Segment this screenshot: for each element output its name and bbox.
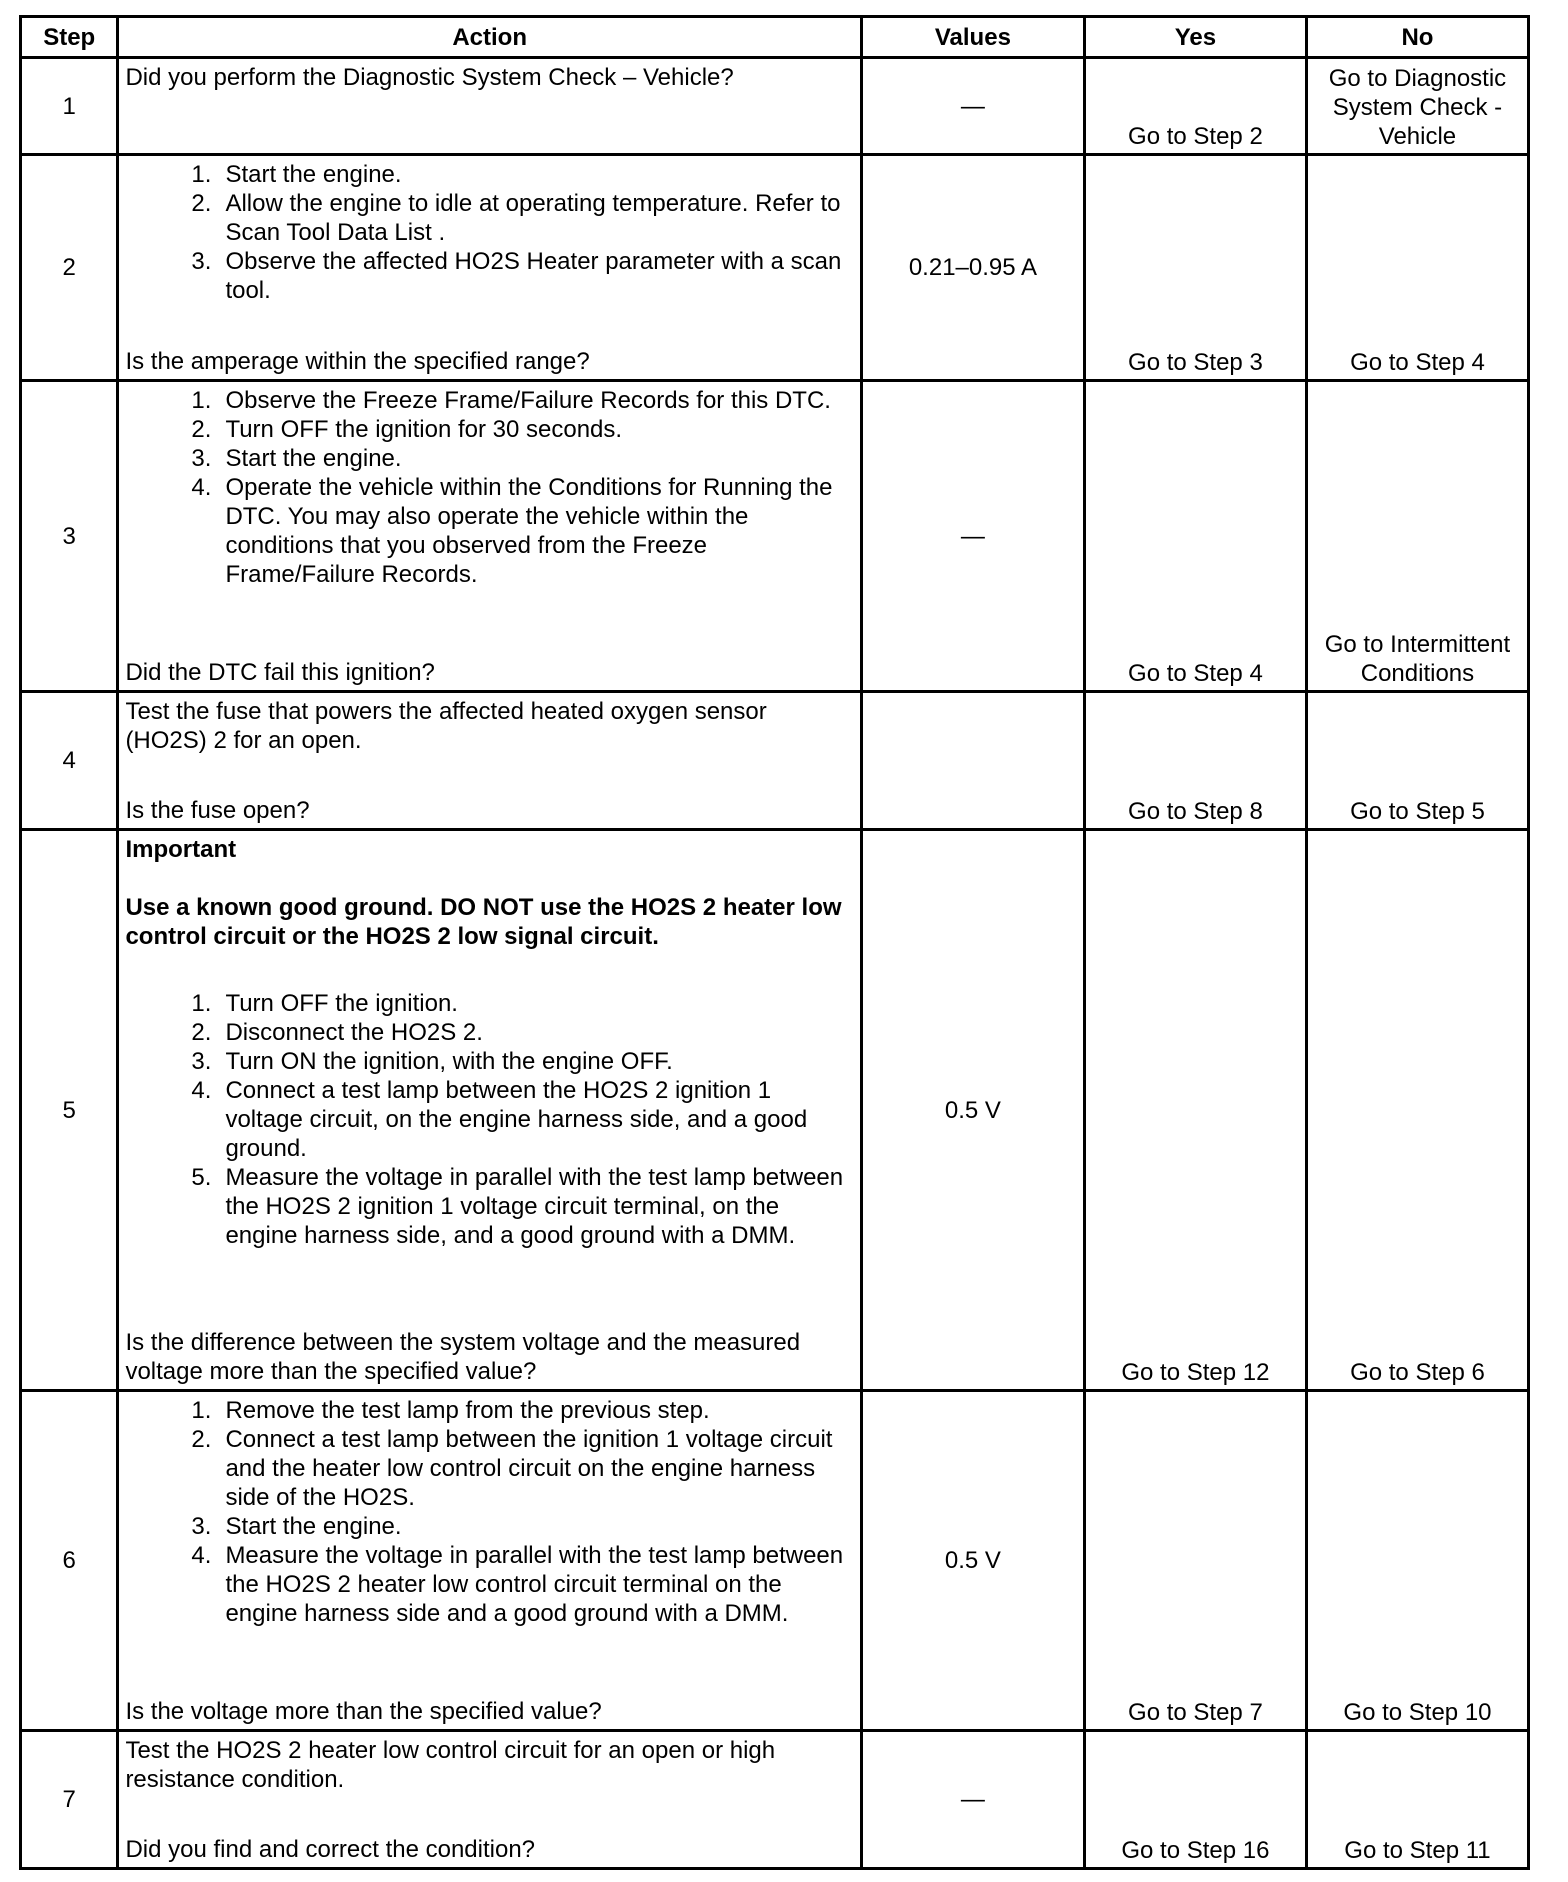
header-yes: Yes (1084, 17, 1306, 58)
list-item: 3. Start the engine. (191, 445, 402, 472)
step-number: 6 (21, 1391, 118, 1731)
question-text: Is the voltage more than the specified value? (125, 1698, 602, 1725)
yes-cell: Go to Step 7 (1084, 1391, 1306, 1731)
value-cell: 0.21–0.95 A (861, 155, 1084, 381)
step-number: 7 (21, 1731, 118, 1869)
list-item: 1. Remove the test lamp from the previous step. (191, 1397, 710, 1424)
yes-cell: Go to Step 4 (1084, 381, 1306, 692)
table-row (21, 692, 1529, 830)
question-text: Did the DTC fail this ignition? (125, 659, 435, 686)
no-cell: Go to Diagnostic System Check - Vehicle (1306, 58, 1528, 155)
no-cell: Go to Step 6 (1306, 830, 1528, 1391)
list-item: 4. Measure the voltage in parallel with the test lamp between the HO2S 2 heater low control circuit terminal on the engine harness side and a good ground with a DMM. (191, 1542, 844, 1627)
list-item: 2. Disconnect the HO2S 2. (191, 1019, 483, 1046)
header-step: Step (21, 17, 118, 58)
table-row (21, 155, 1529, 381)
value-cell: — (861, 381, 1084, 692)
list-item: 3. Turn ON the ignition, with the engine OFF. (191, 1048, 673, 1075)
question-text: Is the amperage within the specified range? (125, 348, 590, 375)
important-body: Use a known good ground. DO NOT use the HO2S 2 heater low control circuit or the HO2S 2 low signal circuit. (125, 894, 842, 950)
no-cell: Go to Step 11 (1306, 1731, 1528, 1869)
yes-cell: Go to Step 12 (1084, 830, 1306, 1391)
value-cell: — (861, 1731, 1084, 1869)
header-row (21, 17, 1529, 58)
procedure-list (125, 989, 849, 1250)
header-values: Values (861, 17, 1084, 58)
action-text: Did you perform the Diagnostic System Check – Vehicle? (125, 64, 734, 91)
list-item: 1. Observe the Freeze Frame/Failure Records for this DTC. (191, 387, 831, 414)
list-item: 1. Start the engine. (191, 161, 402, 188)
list-item: 4. Connect a test lamp between the HO2S 2 ignition 1 voltage circuit, on the engine harness side, and a good ground. (191, 1077, 808, 1162)
value-cell (861, 692, 1084, 830)
yes-cell: Go to Step 16 (1084, 1731, 1306, 1869)
list-item: 2. Turn OFF the ignition for 30 seconds. (191, 416, 623, 443)
action-text: Test the fuse that powers the affected heated oxygen sensor (HO2S) 2 for an open. (125, 698, 767, 754)
action-cell (118, 58, 861, 155)
step-number: 2 (21, 155, 118, 381)
action-cell (118, 692, 861, 830)
table-row (21, 1731, 1529, 1869)
step-number: 4 (21, 692, 118, 830)
list-item: 5. Measure the voltage in parallel with the test lamp between the HO2S 2 ignition 1 voltage circuit terminal, on the engine harness side, and a good ground with a DMM. (191, 1164, 844, 1249)
table-row (21, 381, 1529, 692)
step-number: 1 (21, 58, 118, 155)
action-cell (118, 155, 861, 381)
important-title: Important (125, 836, 237, 863)
action-cell (118, 1731, 861, 1869)
list-item: 4. Operate the vehicle within the Conditions for Running the DTC. You may also operate the vehicle within the conditions that you observed from the Freeze Frame/Failure Records. (191, 474, 833, 588)
header-no: No (1306, 17, 1528, 58)
important-note (125, 835, 849, 1250)
yes-cell: Go to Step 2 (1084, 58, 1306, 155)
action-cell (118, 1391, 861, 1731)
value-cell: — (861, 58, 1084, 155)
list-item: 2. Connect a test lamp between the ignition 1 voltage circuit and the heater low control circuit on the engine harness side of the HO2S. (191, 1426, 833, 1511)
no-cell: Go to Step 5 (1306, 692, 1528, 830)
procedure-list (125, 386, 849, 589)
no-cell: Go to Step 10 (1306, 1391, 1528, 1731)
action-cell (118, 830, 861, 1391)
table-row (21, 1391, 1529, 1731)
table-row (21, 58, 1529, 155)
list-item: 3. Start the engine. (191, 1513, 402, 1540)
action-text: Test the HO2S 2 heater low control circuit for an open or high resistance condition. (125, 1737, 776, 1793)
question-text: Is the fuse open? (125, 797, 310, 824)
procedure-list (125, 1396, 849, 1628)
list-item: 1. Turn OFF the ignition. (191, 990, 458, 1017)
table-row (21, 830, 1529, 1391)
step-number: 3 (21, 381, 118, 692)
step-number: 5 (21, 830, 118, 1391)
list-item: 3. Observe the affected HO2S Heater parameter with a scan tool. (191, 248, 842, 304)
question-text: Is the difference between the system voltage and the measured voltage more than the specified value? (125, 1329, 801, 1385)
question-text: Did you find and correct the condition? (125, 1836, 536, 1863)
value-cell: 0.5 V (861, 830, 1084, 1391)
yes-cell: Go to Step 3 (1084, 155, 1306, 381)
no-cell: Go to Intermittent Conditions (1306, 381, 1528, 692)
diagnostic-table (19, 15, 1530, 1870)
list-item: 2. Allow the engine to idle at operating temperature. Refer to Scan Tool Data List . (191, 190, 841, 246)
header-action: Action (118, 17, 861, 58)
value-cell: 0.5 V (861, 1391, 1084, 1731)
no-cell: Go to Step 4 (1306, 155, 1528, 381)
action-cell (118, 381, 861, 692)
yes-cell: Go to Step 8 (1084, 692, 1306, 830)
procedure-list (125, 160, 849, 305)
